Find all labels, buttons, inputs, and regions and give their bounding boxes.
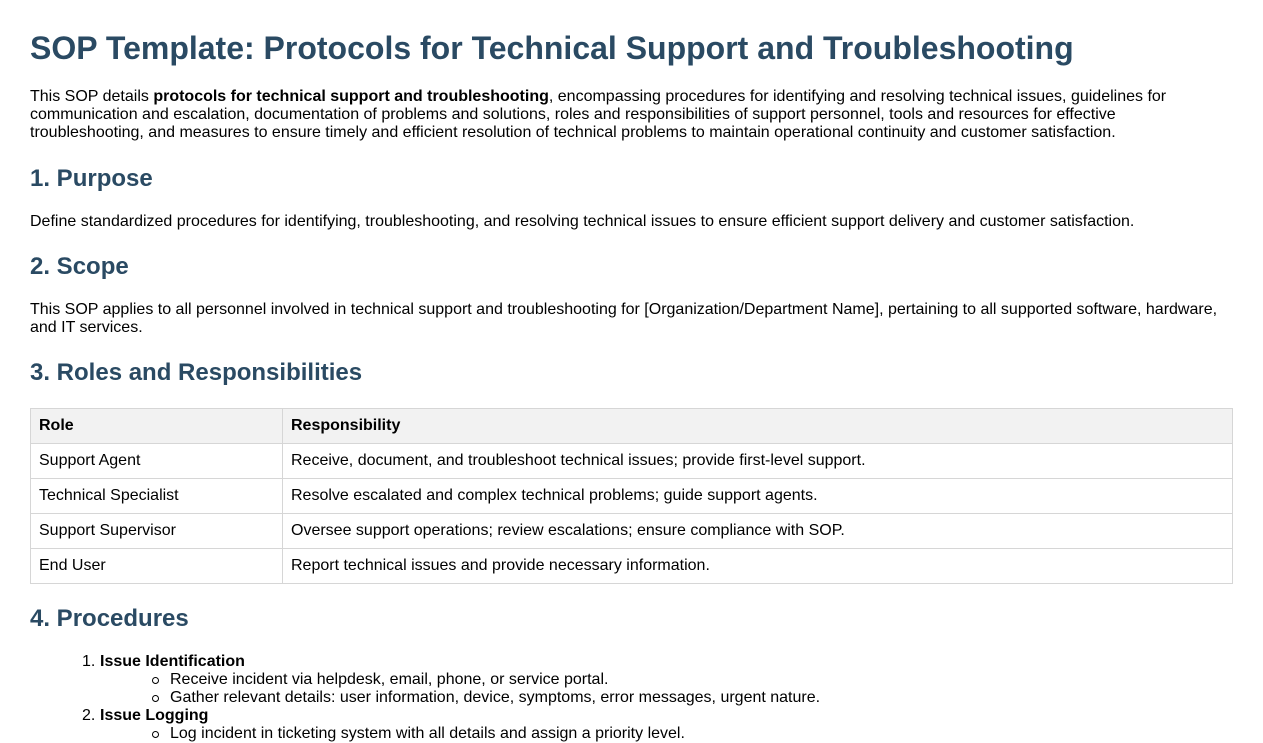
intro-paragraph [30,67,1233,142]
bullet-icon [152,731,159,738]
bullet-icon [152,695,159,702]
page-title: SOP Template: Protocols for Technical Support and Troubleshooting [30,30,1074,66]
intro-emphasis: protocols for technical support and troubleshooting [153,88,549,105]
role-cell: Support Supervisor [31,514,283,549]
procedure-step [82,653,1233,707]
step-title: Issue Logging [100,707,209,724]
step-items [100,725,1233,743]
list-item [170,671,1233,689]
section-heading-procedures: 4. Procedures [30,605,189,632]
step-number: 2. [82,707,96,724]
step-items [100,671,1233,707]
intro-text-end: , encompassing procedures for identifying and resolving technical issues, guidelines for communication and escalation, documentation of problems and solutions, roles and responsibilities of support personnel, tools and resources for effective troubleshooting, and measures to ensure timely and efficient resolution of technical problems to maintain operational continuity and customer satisfaction. [30,88,1167,141]
intro-text-start: This SOP details [30,88,154,105]
section-heading-purpose: 1. Purpose [30,165,153,192]
procedure-steps [30,633,1233,743]
section-heading-scope: 2. Scope [30,253,129,280]
list-item-text: Gather relevant details: user information, device, symptoms, error messages, urgent nature. [170,689,821,706]
table-row [31,514,1233,549]
list-item [170,689,1233,707]
table-row [31,479,1233,514]
role-cell: Support Agent [31,444,283,479]
column-header-role: Role [31,409,283,444]
table-row [31,549,1233,584]
scope-text: This SOP applies to all personnel involved in technical support and troubleshooting for [Organization/Department Name], pertaining to all supported software, hardware, and IT services. [30,301,1218,336]
role-cell: Technical Specialist [31,479,283,514]
purpose-text: Define standardized procedures for identifying, troubleshooting, and resolving technical issues to ensure efficient support delivery and customer satisfaction. [30,213,1135,230]
responsibility-cell: Oversee support operations; review escalations; ensure compliance with SOP. [283,514,1233,549]
section-heading-roles: 3. Roles and Responsibilities [30,359,363,386]
list-item-text: Log incident in ticketing system with all details and assign a priority level. [170,725,685,742]
responsibility-cell: Report technical issues and provide necessary information. [283,549,1233,584]
column-header-responsibility: Responsibility [283,409,1233,444]
bullet-icon [152,677,159,684]
responsibility-cell: Receive, document, and troubleshoot technical issues; provide first-level support. [283,444,1233,479]
step-number: 1. [82,653,96,670]
procedure-step [82,707,1233,743]
step-title: Issue Identification [100,653,245,670]
responsibility-cell: Resolve escalated and complex technical problems; guide support agents. [283,479,1233,514]
roles-table [30,408,1233,584]
table-row [31,444,1233,479]
list-item [170,725,1233,743]
role-cell: End User [31,549,283,584]
list-item-text: Receive incident via helpdesk, email, phone, or service portal. [170,671,609,688]
table-header-row [31,409,1233,444]
